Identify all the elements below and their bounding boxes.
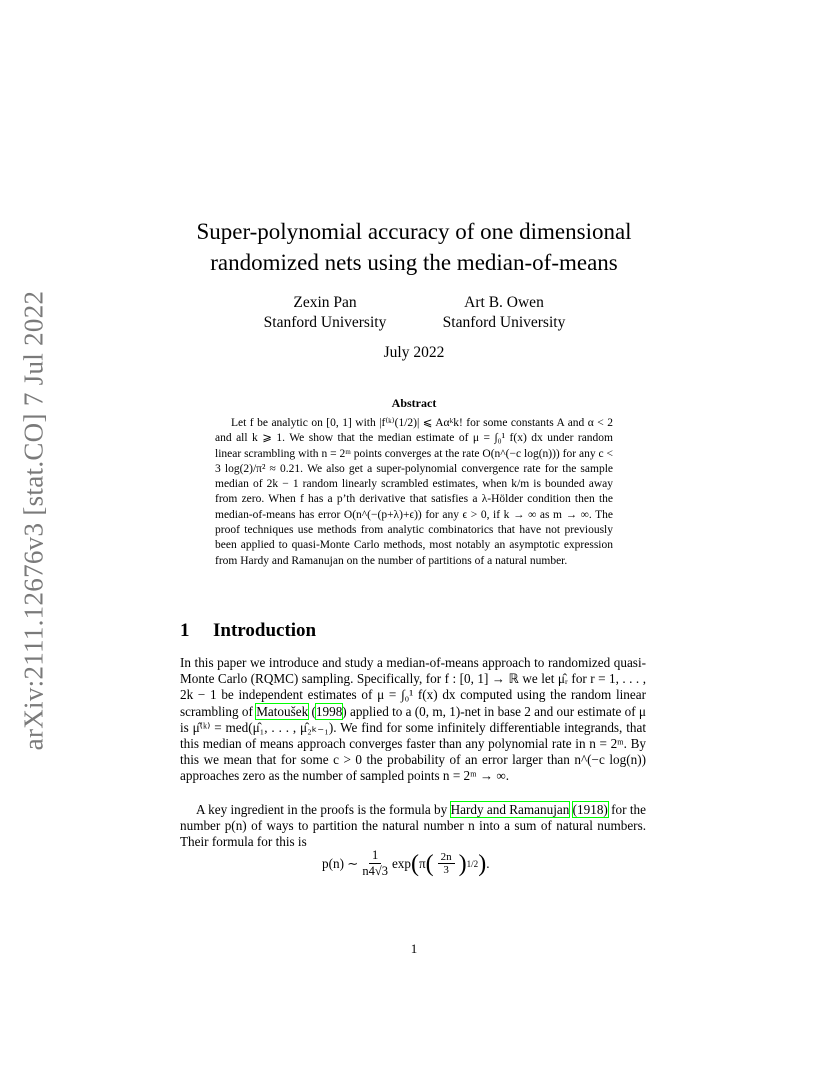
author-name: Zexin Pan (293, 294, 357, 311)
right-paren-inner: ) (458, 850, 467, 877)
author-block-2 (420, 293, 588, 333)
equation-lhs: p(n) ∼ (322, 855, 359, 871)
citation-link-hardy-ramanujan[interactable]: Hardy and Ramanujan (450, 802, 570, 817)
section-number: 1 (180, 620, 190, 641)
inner-numerator: 2n (438, 851, 455, 864)
right-paren: ) (478, 850, 487, 877)
author-affiliation: Stanford University (442, 314, 566, 331)
title-line-1: Super-polynomial accuracy of one dimensional (196, 219, 632, 244)
partition-formula (322, 848, 489, 879)
citation-link-1998[interactable]: 1998 (315, 703, 343, 719)
intro-paragraph-2 (180, 802, 646, 851)
author-name: Art B. Owen (464, 294, 544, 311)
text-run: In this paper we introduce and study a median-of-means approach to randomized quasi-Monte Carlo (RQMC) sampling. Specifically, for f : [0, 1] → ℝ we let μ̂ᵣ for r = 1, . . . , 2k − 1 be independent estimates of μ = ∫₀¹ f(x) dx computed using the random linear scrambling of (180, 655, 646, 719)
abstract-text: Let f be analytic on [0, 1] with |f⁽ᵏ⁾(1/2)| ⩽ Aαᵏk! for some constants A and α < 2 and all k ⩾ 1. We show that the median estimate of μ = ∫₀¹ f(x) dx under random linear scrambling with n = 2ᵐ points converges at the rate O(n^(−c log(n))) for any c < 3 log(2)/π² ≈ 0.21. We also get a super-polynomial convergence rate for the sample median of 2k − 1 random linearly scrambled estimates, when k/m is bounded away from zero. When f has a p’th derivative that satisfies a λ-Hölder condition then the median-of-means has error O(n^(−(p+λ)+ϵ)) for any ϵ > 0, if k → ∞ as m → ∞. The proof techniques use methods from analytic combinatorics that have not previously been applied to quasi-Monte Carlo methods, most notably an asymptotic expression from Hardy and Ramanujan on the number of partitions of a natural number. (215, 417, 613, 567)
fraction-numerator: 1 (369, 848, 381, 864)
exp-function: exp (391, 855, 411, 871)
author-block-1 (240, 293, 410, 333)
equation-period: . (486, 855, 490, 871)
author-affiliation: Stanford University (263, 314, 387, 331)
text-run: ) applied to a (0, m, 1)-net in base 2 and our estimate of μ is μ̂⁽ᵏ⁾ = med(μ̂₁, . . . , μ̂₂ₖ₋₁). We find for some infinitely differentiable integrands, that this median of means approach converges faster than any polynomial rate in n = 2ᵐ. By this we mean that for some c > 0 the probability of an error larger than n^(−c log(n)) approaches zero as the number of sampled points n = 2ᵐ → ∞. (180, 703, 646, 784)
text-run: for the number p(n) of ways to partition the natural number n into a sum of natural numbers. Their formula for this is (180, 802, 646, 850)
arxiv-id-text: arXiv:2111.12676v3 [stat.CO] 7 Jul 2022 (18, 290, 49, 750)
citation-link-matousek[interactable]: Matoušek (256, 703, 309, 719)
power-exponent: 1/2 (466, 858, 479, 869)
title-line-2: randomized nets using the median-of-means (210, 250, 618, 275)
page-number: 1 (410, 941, 418, 956)
text-run: A key ingredient in the proofs is the formula by (196, 802, 451, 817)
arxiv-identifier-stamp (14, 290, 54, 750)
abstract-heading: Abstract (391, 396, 437, 410)
left-paren-inner: ( (425, 850, 434, 877)
pi-symbol: π (419, 855, 426, 871)
intro-paragraph-1 (180, 655, 646, 785)
left-paren: ( (411, 850, 419, 877)
section-title: Introduction (213, 620, 317, 641)
paper-date: July 2022 (383, 344, 445, 361)
inner-denominator: 3 (443, 864, 449, 876)
paper-title (150, 216, 678, 278)
section-heading (180, 620, 316, 642)
equation-fraction (362, 848, 388, 879)
inner-fraction (438, 851, 455, 876)
text-run: ( (308, 703, 316, 719)
citation-link-1918[interactable]: (1918) (572, 802, 608, 817)
fraction-denominator: n4√3 (362, 864, 388, 878)
